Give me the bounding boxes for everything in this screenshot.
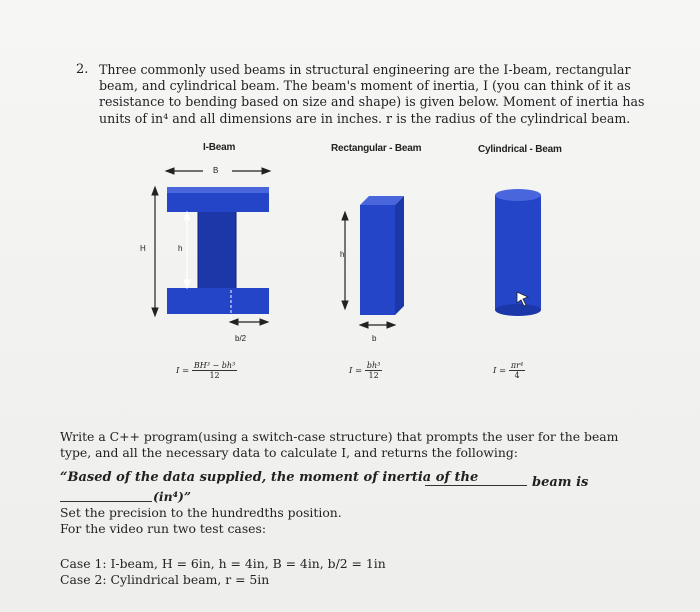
question-paragraph: Three commonly used beams in structural engineering are the I-beam, rectangular beam, and cylindrical beam. The beam's moment of inertia, I (you can think of it as resistance to bending based on size and shape) is given below. Moment of inertia has units of in⁴ and all dimensions are in inches. r is the radius of the cylindrical beam. xyxy=(99,62,645,126)
rect-formula-numerator: bh³ xyxy=(366,361,381,370)
test-case-2: Case 2: Cylindrical beam, r = 5in xyxy=(60,572,270,587)
cyl-formula-denominator: 4 xyxy=(514,371,520,380)
dim-b2-label: b/2 xyxy=(235,334,247,343)
dimension-H-arrow xyxy=(152,187,158,316)
rect-beam-shape xyxy=(360,196,404,315)
rect-formula-denominator: 12 xyxy=(368,371,379,380)
cyl-beam-label: Cylindrical - Beam xyxy=(478,144,562,155)
video-instruction: For the video run two test cases: xyxy=(60,521,267,536)
rect-beam-formula xyxy=(349,361,382,380)
ibeam-label: I-Beam xyxy=(203,142,236,153)
question-number: 2. xyxy=(76,62,89,77)
dim-B-label: B xyxy=(213,166,219,175)
dimension-h-arrow xyxy=(184,212,190,288)
output-template-start: “Based of the data supplied, the moment of inertia of the xyxy=(60,470,479,485)
test-case-1: Case 1: I-beam, H = 6in, h = 4in, B = 4in, b/2 = 1in xyxy=(60,556,386,571)
precision-instruction: Set the precision to the hundredths position. xyxy=(60,505,342,520)
cyl-formula-lhs: I = xyxy=(493,366,507,376)
dimension-b-rect-arrow xyxy=(360,322,395,328)
dimension-b2-arrow xyxy=(230,319,268,325)
dim-b-rect-label: b xyxy=(372,334,377,343)
dim-h-rect-label: h xyxy=(340,250,345,259)
blank-beam-type xyxy=(425,485,527,486)
output-template-mid: beam is xyxy=(532,475,589,490)
cyl-beam-formula xyxy=(493,361,525,380)
blank-inertia-value xyxy=(60,501,152,502)
dim-h-label: h xyxy=(178,244,183,253)
ibeam-formula-numerator: BH³ − bh³ xyxy=(193,361,236,370)
dim-H-label: H xyxy=(140,244,146,253)
rect-formula-lhs: I = xyxy=(349,366,363,376)
task-paragraph: Write a C++ program(using a switch-case structure) that prompts the user for the beam type, and all the necessary data to calculate I, and returns the following: xyxy=(60,429,619,460)
cyl-formula-numerator: πr⁴ xyxy=(510,361,524,370)
ibeam-formula-lhs: I = xyxy=(176,366,190,376)
ibeam-formula-denominator: 12 xyxy=(209,371,220,380)
dimension-h-rect-arrow xyxy=(342,212,348,309)
rect-beam-label: Rectangular - Beam xyxy=(331,143,422,154)
output-template-end: (in⁴)” xyxy=(153,489,191,504)
ibeam-formula xyxy=(176,361,237,380)
